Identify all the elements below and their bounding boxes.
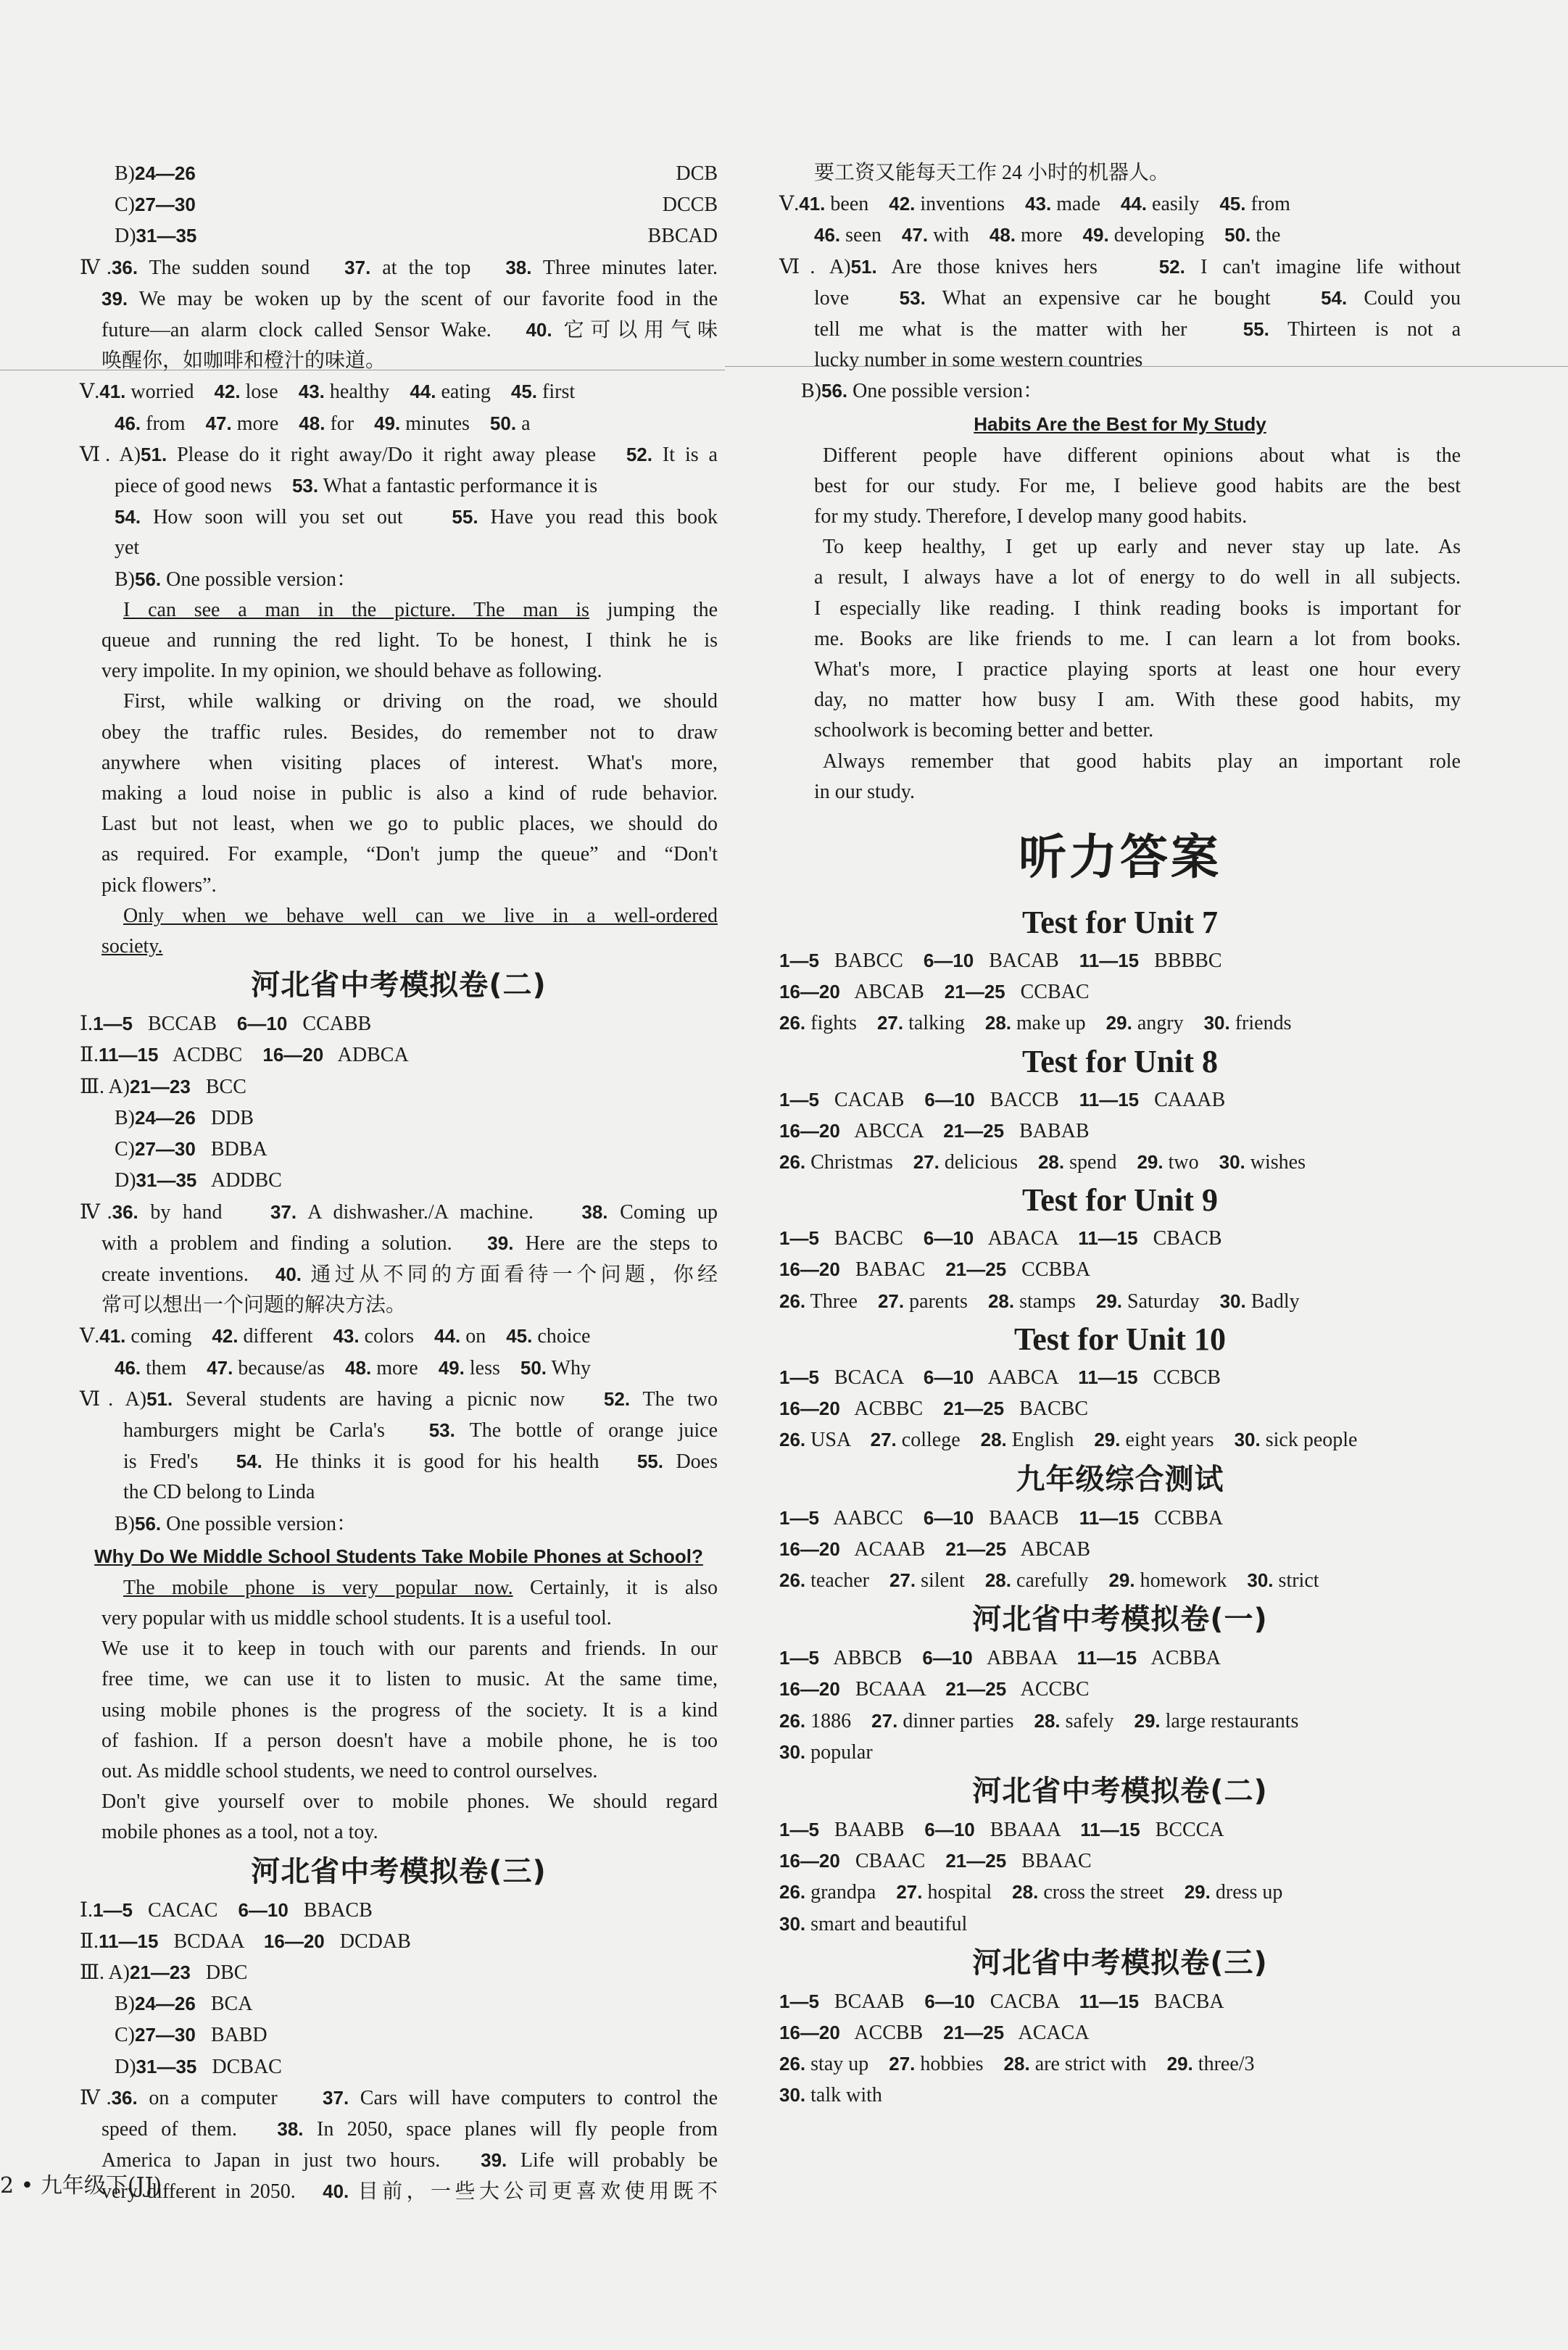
unit-heading: Test for Unit 10 [1013, 1321, 1227, 1357]
answer-line: love 53. What an expensive car he bought 54. Could you [814, 286, 1461, 310]
answer-line: for my study. Therefore, I develop many good habits. [814, 505, 1248, 528]
answer-line: First, while walking or driving on the road, we should [123, 690, 718, 713]
unit-heading: Test for Unit 7 [1021, 905, 1219, 941]
answer-line: 1—5 ABBCB 6—10 ABBAA 11—15 ACBBA [779, 1647, 1221, 1670]
answer-line: 30. smart and beautiful [779, 1912, 968, 1935]
answer-line: We use it to keep in touch with our parents and friends. In our [101, 1637, 718, 1661]
answer-line: 26. grandpa 27. hospital 28. cross the street 29. dress up [779, 1881, 1283, 1904]
answer-line: 1—5 BACBC 6—10 ABACA 11—15 CBACB [779, 1227, 1222, 1250]
answer-line: of fashion. If a person doesn't have a mobile phone, he is too [101, 1729, 718, 1752]
answer-line: B)24—26 DDB [115, 1106, 254, 1129]
answer-line: me. Books are like friends to me. I can learn a lot from books. [814, 627, 1461, 650]
answer-line: is Fred's 54. He thinks it is good for his health 55. Does [123, 1450, 718, 1474]
answer-line: making a loud noise in public is also a kind of rude behavior. [101, 782, 718, 805]
section-heading: 河北省中考模拟卷(三) [972, 1946, 1268, 1980]
answer-line: 16—20 ACAAB 21—25 ABCAB [779, 1537, 1091, 1561]
answer-line: Ⅵ. A)51. Several students are having a picnic now 52. The two [80, 1387, 718, 1411]
unit-heading: Test for Unit 8 [1021, 1043, 1219, 1079]
section-heading: 河北省中考模拟卷(二) [251, 968, 547, 1002]
answer-line: 1—5 BCACA 6—10 AABCA 11—15 CCBCB [779, 1366, 1221, 1389]
answer-line: I especially like reading. I think reading books is important for [814, 597, 1461, 620]
answer-line: Ⅴ.41. coming 42. different 43. colors 44. on 45. choice [80, 1325, 591, 1348]
answer-line: D)31—35 ADDBC [115, 1169, 282, 1192]
answer-line: lucky number in some western countries [814, 349, 1143, 372]
answer-line: D)31—35 BBCAD [115, 225, 718, 248]
answer-line: 26. stay up 27. hobbies 28. are strict with 29. three/3 [779, 2053, 1255, 2076]
answer-line: 16—20 ACBBC 21—25 BACBC [779, 1398, 1089, 1421]
answer-line: Last but not least, when we go to public places, we should do [101, 813, 718, 836]
main-heading: 听力答案 [1019, 829, 1221, 886]
answer-line: D)31—35 DCBAC [115, 2055, 282, 2078]
section-heading: 河北省中考模拟卷(一) [972, 1603, 1268, 1637]
answer-line: Ⅵ. A)51. Please do it right away/Do it right away please 52. It is a [80, 443, 718, 466]
answer-line: hamburgers might be Carla's 53. The bottle of orange juice [123, 1419, 718, 1442]
answer-line: 16—20 BCAAA 21—25 ACCBC [779, 1678, 1090, 1701]
answer-line: Ⅰ.1—5 CACAC 6—10 BBACB [80, 1898, 373, 1922]
section-heading: 河北省中考模拟卷(三) [251, 1854, 547, 1888]
answer-line: America to Japan in just two hours. 39. Life will probably be [101, 2149, 718, 2172]
answer-line: Always remember that good habits play an important role [823, 750, 1461, 773]
answer-line: create inventions. 40. 通过从不同的方面看待一个问题，你经 [101, 1263, 718, 1286]
answer-line: 26. USA 27. college 28. English 29. eight years 30. sick people [779, 1429, 1358, 1452]
answer-line: C)27—30 BDBA [115, 1138, 267, 1161]
answer-line: future—an alarm clock called Sensor Wake. 40. 它可以用气味 [101, 319, 718, 342]
answer-line: with a problem and finding a solution. 39. Here are the steps to [101, 1232, 718, 1255]
answer-line: yet [115, 536, 140, 560]
answer-line: 1—5 BCAAB 6—10 CACBA 11—15 BACBA [779, 1990, 1224, 2013]
answer-line: schoolwork is becoming better and better. [814, 719, 1154, 742]
answer-line: C)27—30 BABD [115, 2024, 267, 2047]
answer-line: 16—20 CBAAC 21—25 BBAAC [779, 1850, 1092, 1873]
answer-line: speed of them. 38. In 2050, space planes will fly people from [101, 2117, 718, 2141]
answer-line: 1—5 CACAB 6—10 BACCB 11—15 CAAAB [779, 1088, 1226, 1111]
answer-line: 16—20 ABCCA 21—25 BABAB [779, 1119, 1090, 1142]
answer-line: Ⅲ. A)21—23 BCC [80, 1075, 246, 1098]
answer-line: Only when we behave well can we live in a well-ordered [123, 904, 718, 927]
left-column [80, 158, 718, 2208]
answer-line: B)24—26 DCB [115, 162, 718, 185]
answer-line: 46. them 47. because/as 48. more 49. less 50. Why [115, 1356, 591, 1379]
answer-line: best for our study. For me, I believe good habits are the best [814, 474, 1461, 497]
answer-line: Ⅴ.41. been 42. inventions 43. made 44. easily 45. from [779, 193, 1290, 216]
answer-line: society. [101, 935, 163, 958]
answer-line: 26. 1886 27. dinner parties 28. safely 29. large restaurants [779, 1709, 1299, 1732]
answer-line: Ⅵ. A)51. Are those knives hers 52. I can't imagine life without [779, 255, 1461, 278]
answer-line: 要工资又能每天工作 24 小时的机器人。 [814, 162, 1170, 184]
answer-line: Ⅴ.41. worried 42. lose 43. healthy 44. eating 45. first [80, 381, 576, 404]
answer-line: I can see a man in the picture. The man is jumping the [123, 598, 718, 621]
answer-line: 16—20 ABCAB 21—25 CCBAC [779, 981, 1090, 1004]
right-column [779, 158, 1461, 2112]
answer-line: using mobile phones is the progress of the society. It is a kind [101, 1698, 718, 1722]
answer-line: B)56. One possible version： [801, 380, 1044, 403]
answer-line: day, no matter how busy I am. With these good habits, my [814, 689, 1461, 712]
answer-line: mobile phones as a tool, not a toy. [101, 1821, 378, 1844]
answer-line: 1—5 BAABB 6—10 BBAAA 11—15 BCCCA [779, 1818, 1224, 1841]
answer-line: 26. teacher 27. silent 28. carefully 29. homework 30. strict [779, 1569, 1319, 1592]
answer-line: tell me what is the matter with her 55. Thirteen is not a [814, 318, 1461, 341]
answer-line: Ⅳ.36. The sudden sound 37. at the top 38. Three minutes later. [80, 256, 718, 279]
answer-line: very different in 2050. 40. 目前，一些大公司更喜欢使用既不 [101, 2180, 718, 2204]
answer-line: 1—5 BABCC 6—10 BACAB 11—15 BBBBC [779, 950, 1222, 973]
answer-line: Ⅲ. A)21—23 DBC [80, 1961, 248, 1984]
answer-line: 26. Three 27. parents 28. stamps 29. Saturday 30. Badly [779, 1290, 1300, 1313]
answer-line: 30. talk with [779, 2084, 882, 2107]
answer-line: 30. popular [779, 1740, 873, 1764]
essay-title: Why Do We Middle School Students Take Mobile Phones at School? [94, 1545, 703, 1567]
answer-line: very impolite. In my opinion, we should behave as following. [101, 660, 602, 683]
answer-line: piece of good news 53. What a fantastic performance it is [115, 475, 598, 498]
answer-line: 16—20 BABAC 21—25 CCBBA [779, 1258, 1091, 1282]
answer-line: Ⅳ.36. by hand 37. A dishwasher./A machine. 38. Coming up [80, 1200, 718, 1224]
answer-line: B)56. One possible version： [115, 1512, 357, 1535]
answer-line: The mobile phone is very popular now. Certainly, it is also [123, 1576, 718, 1599]
answer-line: obey the traffic rules. Besides, do remember not to draw [101, 721, 718, 744]
answer-line: To keep healthy, I get up early and never stay up late. As [823, 536, 1461, 559]
answer-line: 54. How soon will you set out 55. Have you read this book [115, 506, 718, 529]
answer-line: 16—20 ACCBB 21—25 ACACA [779, 2021, 1090, 2044]
answer-line: in our study. [814, 780, 915, 803]
answer-line: the CD belong to Linda [123, 1481, 315, 1504]
section-heading: 河北省中考模拟卷(二) [972, 1774, 1268, 1808]
answer-line: Ⅱ.11—15 ACDBC 16—20 ADBCA [80, 1044, 409, 1067]
answer-line: B)24—26 BCA [115, 1993, 253, 2016]
answer-line: 1—5 AABCC 6—10 BAACB 11—15 CCBBA [779, 1506, 1224, 1529]
answer-line: pick flowers”. [101, 873, 217, 897]
section-heading: 九年级综合测试 [1016, 1462, 1224, 1496]
answer-line: 常可以想出一个问题的解决方法。 [101, 1294, 407, 1317]
answer-line: 26. Christmas 27. delicious 28. spend 29. two 30. wishes [779, 1151, 1306, 1174]
answer-line: 46. seen 47. with 48. more 49. developing 50. the [814, 224, 1281, 247]
answer-line: 39. We may be woken up by the scent of our favorite food in the [101, 287, 718, 310]
answer-line: Don't give yourself over to mobile phones. We should regard [101, 1790, 718, 1814]
answer-line: free time, we can use it to listen to music. At the same time, [101, 1668, 718, 1691]
answer-line: Ⅱ.11—15 BCDAA 16—20 DCDAB [80, 1930, 411, 1953]
page-footer: 2 • 九年级下(JJ) [0, 2173, 162, 2199]
answer-line: very popular with us middle school students. It is a useful tool. [101, 1606, 612, 1629]
answer-line: C)27—30 DCCB [115, 194, 718, 217]
answer-line: B)56. One possible version： [115, 568, 357, 591]
answer-line: out. As middle school students, we need to control ourselves. [101, 1759, 598, 1782]
unit-heading: Test for Unit 9 [1021, 1182, 1219, 1218]
answer-line: 46. from 47. more 48. for 49. minutes 50. a [115, 412, 531, 435]
essay-title: Habits Are the Best for My Study [974, 412, 1266, 435]
answer-line: queue and running the red light. To be honest, I think he is [101, 629, 718, 652]
answer-line: 26. fights 27. talking 28. make up 29. angry 30. friends [779, 1012, 1292, 1035]
answer-line: Ⅰ.1—5 BCCAB 6—10 CCABB [80, 1013, 372, 1036]
answer-line: Ⅳ.36. on a computer 37. Cars will have computers to control the [80, 2086, 718, 2109]
answer-line: 唤醒你，如咖啡和橙汁的味道。 [101, 349, 386, 373]
answer-line: What's more, I practice playing sports at least one hour every [814, 658, 1461, 681]
answer-line: a result, I always have a lot of energy to do well in all subjects. [814, 566, 1461, 589]
answer-line: anywhere when visiting places of interest. What's more, [101, 751, 718, 774]
answer-line: Different people have different opinions about what is the [823, 444, 1461, 467]
answer-line: as required. For example, “Don't jump the queue” and “Don't [101, 843, 718, 866]
